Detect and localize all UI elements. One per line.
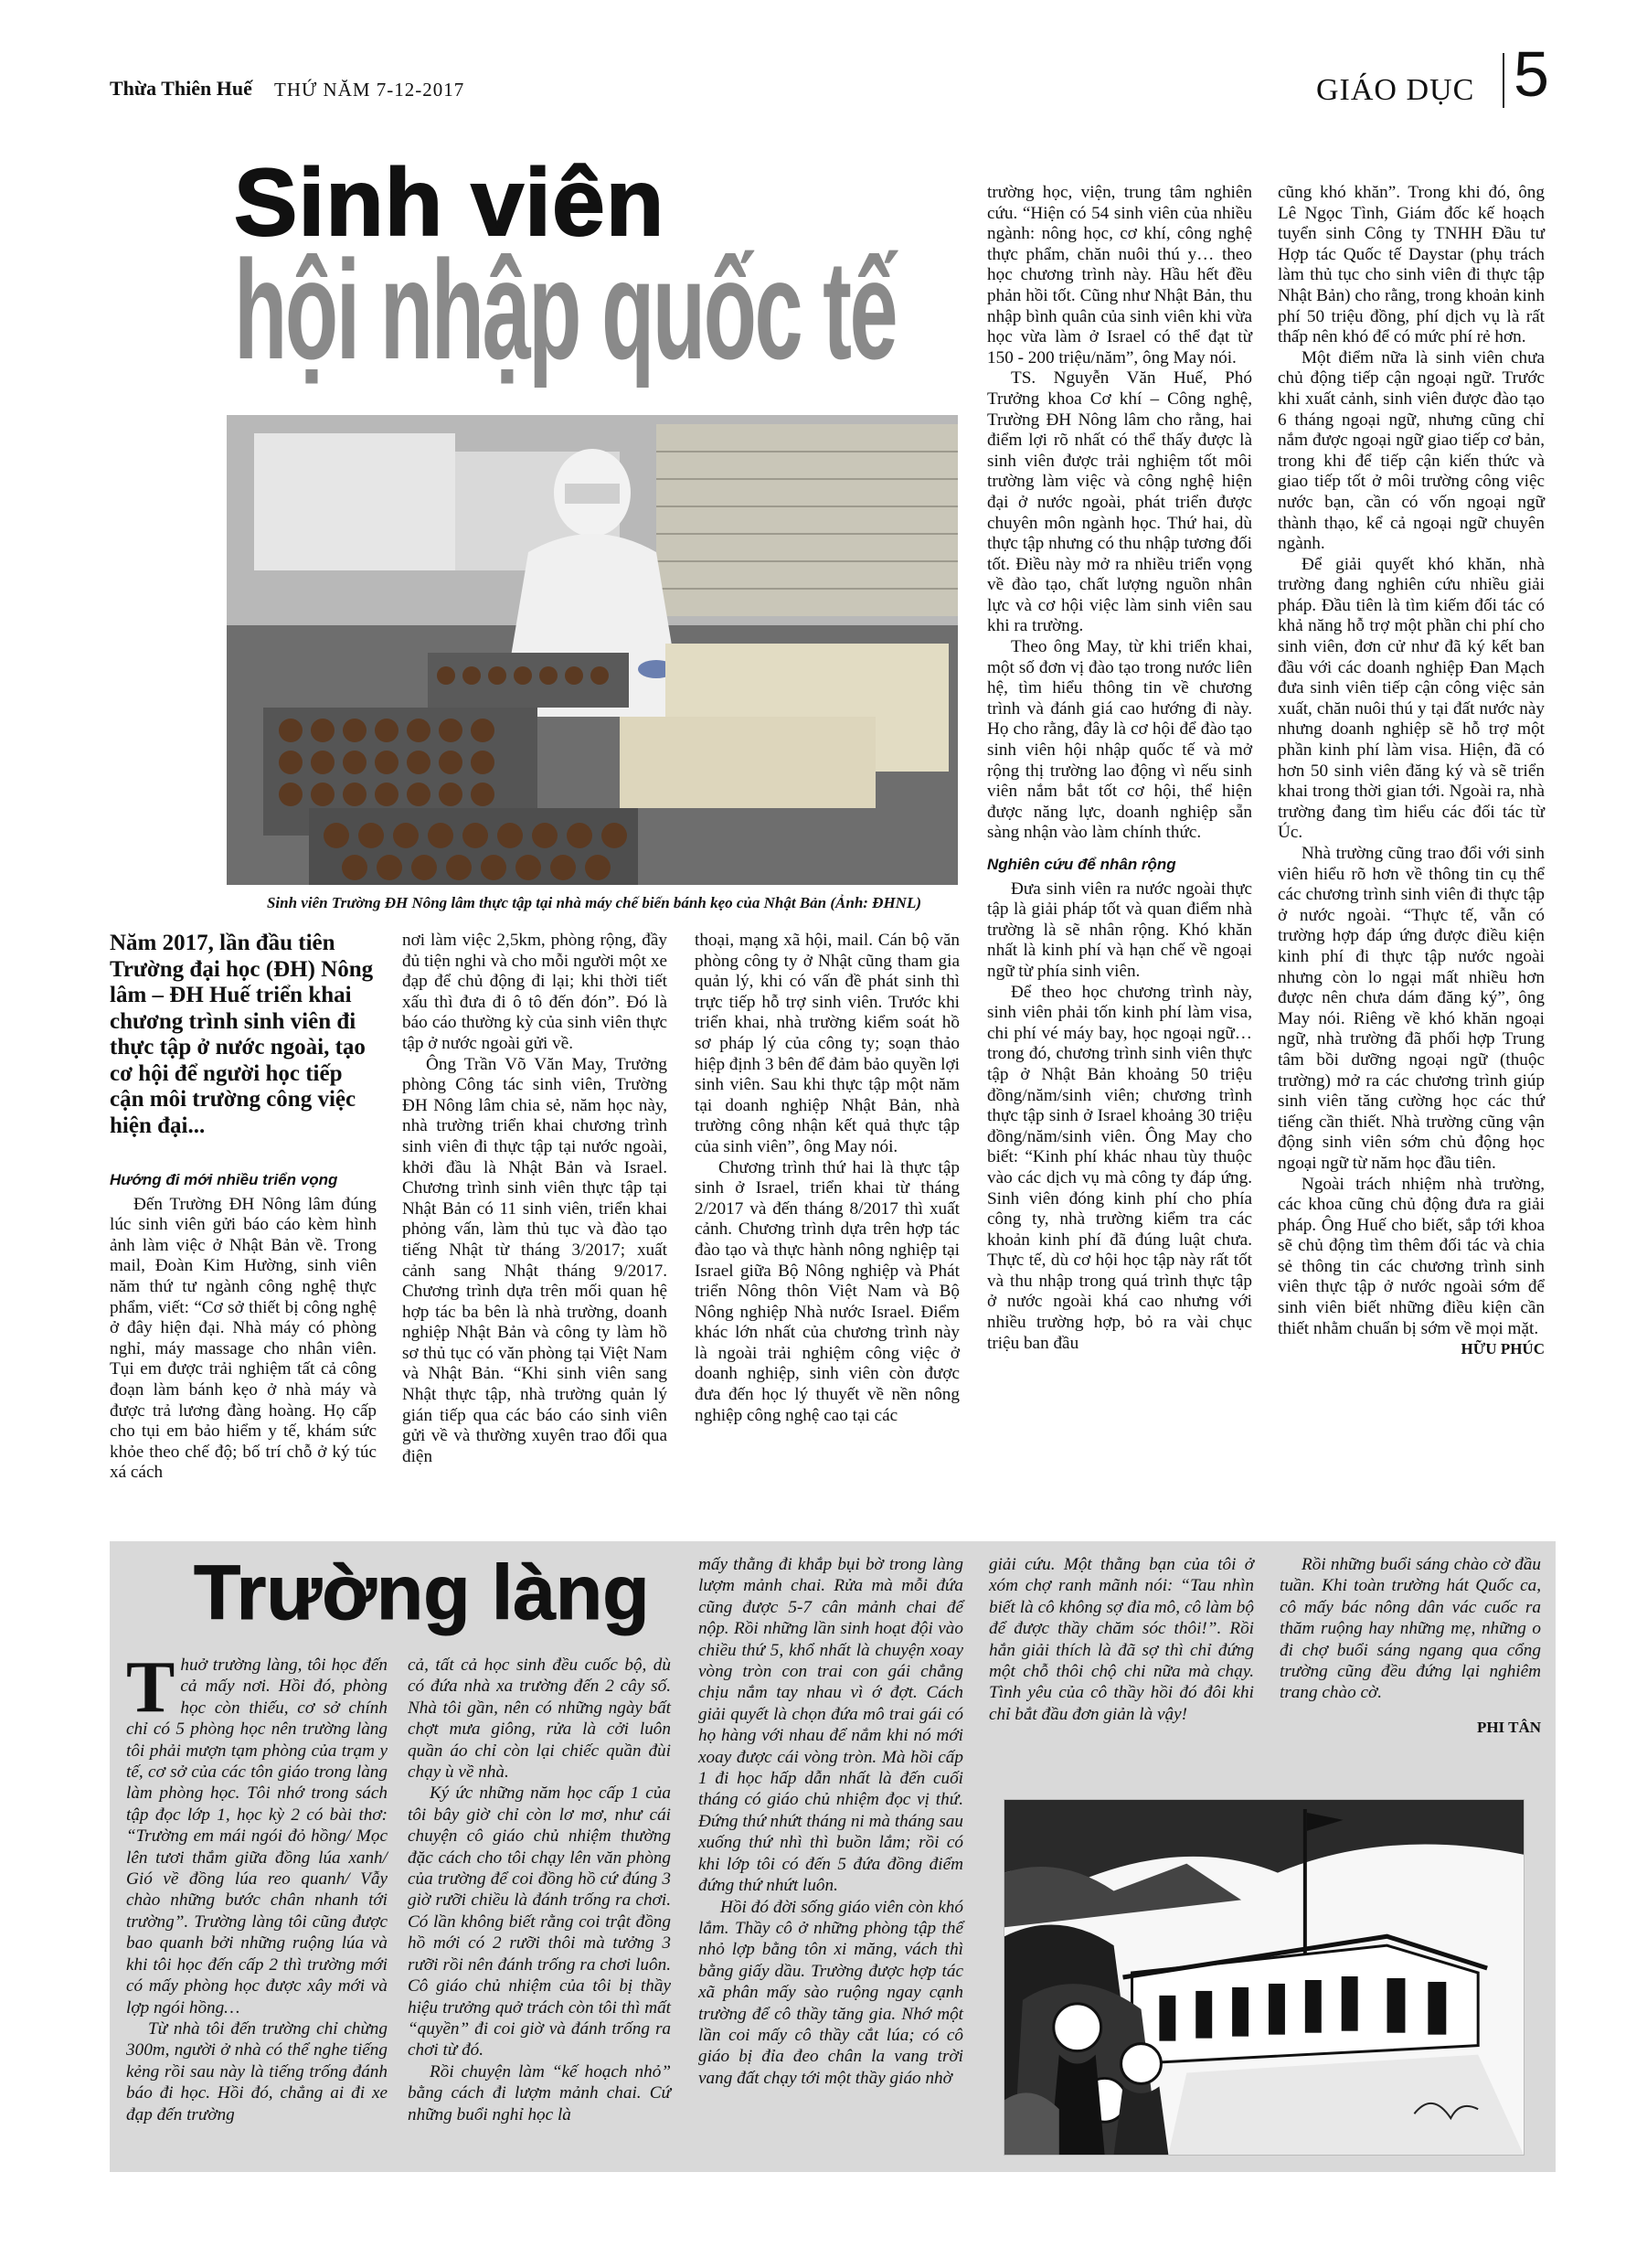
paragraph: Ông Trần Võ Văn May, Trưởng phòng Công tác sinh viên, Trường ĐH Nông lâm chia sẻ, năm học này, nhà trường triển khai chương trình sinh viên đi thực tập tại nước ngoài, khởi đầu là Nhật Bản và Israel. Chương trình sinh viên thực tập tại Nhật Bản có 11 sinh viên, triển khai phỏng vấn, làm thủ tục và đào tạo tiếng Nhật từ tháng 3/2017; xuất cảnh sang Nhật tháng 9/2017. Chương trình dựa trên mối quan hệ hợp tác ba bên là nhà trường, doanh nghiệp Nhật Bản và công ty làm hồ sơ thủ tục có văn phòng tại Việt Nam và Nhật Bản. “Khi sinh viên sang Nhật thực tập, nhà trường quản lý gián tiếp qua các báo cáo sinh viên gửi về và thường xuyên trao đổi qua điện — [402, 1054, 667, 1466]
school-sketch-illustration — [1004, 1799, 1525, 2156]
paragraph: Để theo học chương trình này, sinh viên phải tốn kinh phí làm visa, chi phí vé máy bay, học ngoại ngữ… trong đó, chương trình sinh viên thực tập ở Nhật Bản khoảng 50 triệu đồng/năm/sinh viên; chương trình thực tập sinh ở Israel khoảng 30 triệu đồng/năm/sinh viên. Ông May cho biết: “Kinh phí khác nhau tùy thuộc vào các dịch vụ mà công ty đáp ứng. Sinh viên đóng kinh phí cho phía công ty, nhà trường kiểm tra các khoản kinh phí đã đúng luật chưa. Thực tế, dù cơ hội học tập này rất tốt và thu nhập trong quá trình thực tập ở nước ngoài khá cao nhưng với nhiều trường hợp, bỏ ra vài chục triệu ban đầu — [987, 982, 1252, 1353]
article-column-2 — [402, 931, 667, 1467]
section-name: GIÁO DỤC — [1316, 73, 1475, 107]
paragraph: Hồi đó đời sống giáo viên còn khó lắm. Thầy cô ở những phòng tập thể nhỏ lợp bằng tôn xi măng, vách thì bằng giấy dầu. Trường được hợp tác xã phân mấy sào ruộng ngay cạnh trường để cô thầy tăng gia. Nhớ một lần coi mấy cô thầy cắt lúa; có cô giáo bị đỉa đeo chân la vang trời vang đất chạy tới một thầy giáo nhờ — [698, 1897, 963, 2088]
subhead-2: Nghiên cứu để nhân rộng — [987, 856, 1176, 873]
issue-date: THỨ NĂM 7-12-2017 — [274, 79, 465, 101]
paragraph: giải cứu. Một thằng bạn của tôi ở xóm chợ ranh mãnh nói: “Tau nhìn biết là cô không sợ đỉa mô, cô làm bộ để được thầy chăm sóc thôi!”. Rồi hắn giải thích là đã sợ thì chỉ đứng một chỗ thôi chộ chi nữa mà chạy. Tình yêu của cô thầy hồi đó đôi khi chỉ bắt đầu đơn giản là vậy! — [989, 1555, 1254, 1724]
article-title-line2: hội nhập quốc tế — [234, 231, 897, 389]
essay-column-4 — [989, 1554, 1254, 1725]
paragraph: mấy thằng đi khắp bụi bờ trong làng lượm mảnh chai. Rửa mà mỗi đứa cũng được 5-7 cân mảnh chai để nộp. Rồi những lần sinh hoạt đội vào chiều thứ 5, khổ nhất là chuyện xoay vòng tròn con trai con gái chẳng chịu nắm tay nhau vì ớ đợt. Cách giải quyết là chọn đứa mô trai gái có họ hàng với nhau để nắm khi nó mới xoay được cái vòng tròn. Mà hồi cấp 1 đi học hấp dẫn nhất là đến cuối tháng có giáo chủ nhiệm đọc vị thứ. Đứng thứ nhứt tháng ni mà tháng sau xuống thứ nhì thì buồn lắm; rồi có khi lớp tôi có đến 5 đứa đồng điểm đứng thứ nhứt luôn. — [698, 1555, 963, 1896]
header-divider — [1503, 53, 1504, 108]
paragraph: Chương trình thứ hai là thực tập sinh ở Israel, triển khai từ tháng 2/2017 và đến tháng 8/2017 thì xuất cảnh. Chương trình dựa trên hợp tác đào tạo và thực hành nông nghiệp tại Israel giữa Bộ Nông nghiệp và Phát triển Nông thôn Việt Nam và Bộ Nông nghiệp Nhà nước Israel. Điểm khác lớn nhất của chương trình này là ngoài trải nghiệm công việc ở doanh nghiệp, sinh viên còn được đưa đến học lý thuyết về nền nông nghiệp công nghệ cao tại các — [695, 1157, 960, 1425]
essay-column-3 — [698, 1554, 963, 2089]
paragraph: thoại, mạng xã hội, mail. Cán bộ văn phòng công ty ở Nhật cũng tham gia quản lý, khi có vấn đề phát sinh thì trực tiếp hỗ trợ sinh viên. Trước khi triển khai, nhà trường kiểm soát hồ sơ pháp lý của công ty; soạn thảo hiệp định 3 bên để đảm bảo quyền lợi sinh viên. Sau khi thực tập một năm tại doanh nghiệp Nhật Bản, nhà trường công nhận kết quả thực tập của sinh viên”, ông May nói. — [695, 931, 960, 1156]
article-column-4 — [987, 183, 1252, 1354]
paragraph: Ký ức những năm học cấp 1 của tôi bây giờ chỉ còn lơ mơ, như cái chuyện cô giáo chủ nhiệm thường đặc cách cho tôi chạy lên văn phòng của trường để coi đồng hồ cứ đúng 3 giờ rưỡi chiều là đánh trống ra chơi. Có lần không biết rằng coi trật đồng hồ mới có 2 rưỡi thôi mà tưởng 3 rưỡi rồi nên đánh trống ra chơi luôn. Cô giáo chủ nhiệm của tôi bị thầy hiệu trưởng quở trách còn tôi thì mất “quyền” đi coi giờ và đánh trống ra chơi từ đó. — [408, 1784, 671, 2060]
essay-byline: PHI TÂN — [1476, 1718, 1541, 1736]
factory-photo — [227, 415, 958, 885]
paragraph: nơi làm việc 2,5km, phòng rộng, đầy đủ tiện nghi và cho mỗi người một xe đạp để chủ động đi lại; khi thời tiết xấu thì đưa đi ô tô đến đón”. Đó là báo cáo thường kỳ của sinh viên thực tập ở nước ngoài gửi về. — [402, 931, 667, 1053]
newspaper-name: Thừa Thiên Huế — [110, 77, 252, 100]
paragraph: Từ nhà tôi đến trường chỉ chừng 300m, người ở nhà có thể nghe tiếng kẻng rồi sau này là tiếng trống đánh báo đi học. Hồi đó, chẳng ai đi xe đạp đến trường — [126, 2018, 388, 2124]
paragraph: trường học, viện, trung tâm nghiên cứu. “Hiện có 54 sinh viên của nhiều ngành: nông học, cơ khí, công nghệ thực phẩm, chăn nuôi thú y… theo học chương trình này. Hầu hết đều phản hồi tốt. Cũng như Nhật Bản, thu nhập bình quân của sinh viên khi vừa học vừa làm ở Israel có thể đạt từ 150 - 200 triệu/năm”, ông May nói. — [987, 183, 1252, 367]
subhead-1: Hướng đi mới nhiều triển vọng — [110, 1171, 338, 1188]
paragraph: Rồi chuyện làm “kế hoạch nhỏ” bằng cách đi lượm mảnh chai. Cứ những buổi nghỉ học là — [408, 2061, 671, 2124]
drop-cap: T — [126, 1647, 175, 1728]
paragraph: cả, tất cả học sinh đều cuốc bộ, dù có đứa nhà xa trường đến 2 cây số. Nhà tôi gần, nên có những ngày bất chợt mưa giông, rửa là cởi luôn quần áo chỉ còn lại chiếc quần đùi chạy ù về nhà. — [408, 1656, 671, 1783]
paragraph: Theo ông May, từ khi triển khai, một số đơn vị đào tạo trong nước liên hệ, tìm hiểu thông tin về chương trình và đánh giá cao hướng đi này. Họ cho rằng, đây là cơ hội để đào tạo sinh viên hội nhập quốc tế và mở rộng thị trường lao động vì nếu sinh viên nắm bắt tốt cơ hội, thể hiện được năng lực, doanh nghiệp sẵn sàng nhận vào làm chính thức. — [987, 637, 1252, 843]
essay-title: Trường làng — [194, 1549, 650, 1635]
article-lede: Năm 2017, lần đầu tiên Trường đại học (ĐH) Nông lâm – ĐH Huế triển khai chương trình sinh viên đi thực tập ở nước ngoài, tạo cơ hội để người học tiếp cận môi trường công việc hiện đại... — [110, 931, 374, 1138]
article-column-1 — [110, 931, 377, 1484]
essay-column-2 — [408, 1655, 671, 2125]
page-number: 5 — [1514, 38, 1549, 110]
paragraph: Rồi những buổi sáng chào cờ đầu tuần. Khi toàn trường hát Quốc ca, cô mấy bác nông dân vác cuốc ra thăm ruộng hay những mẹ, những o đi chợ buổi sáng ngang qua cổng trường cũng đều đứng lại nghiêm trang chào cờ. — [1280, 1555, 1541, 1703]
paragraph: Đưa sinh viên ra nước ngoài thực tập là giải pháp tốt và quan điểm nhà trường là sẽ nhân rộng. Khó khăn nhất là kinh phí và hạn chế về ngoại ngữ từ phía sinh viên. — [987, 878, 1252, 981]
article-title-line1: Sinh viên — [234, 150, 665, 256]
article-column-5 — [1278, 183, 1545, 1360]
article-column-3 — [695, 931, 960, 1426]
paragraph: Nhà trường cũng trao đổi với sinh viên hiểu rõ hơn về thông tin cụ thể các chương trình sinh viên đi thực tập ở nước ngoài. “Thực tế, vẫn có trường hợp đáp ứng được điều kiện kinh phí đi thực tập nước ngoài nhưng còn lo ngại mất nhiều hơn được nên chưa dám đăng ký”, ông May nói. Riêng về khó khăn ngoại ngữ, nhà trường đã phối hợp Trung tâm bồi dưỡng ngoại ngữ (thuộc trường) mở ra các chương trình giúp sinh viên tăng cường học các thứ tiếng cần thiết. Nhà trường cũng vận động sinh viên sớm chủ động học ngoại ngữ từ năm học đầu tiên. — [1278, 844, 1545, 1173]
essay-column-5 — [1280, 1554, 1541, 1738]
paragraph: Đến Trường ĐH Nông lâm đúng lúc sinh viên gửi báo cáo kèm hình ảnh làm việc ở Nhật Bản về. Trong mail, Đoàn Kim Hường, sinh viên năm thứ tư ngành công nghệ thực phẩm, viết: “Cơ sở thiết bị công nghệ ở đây hiện đại. Nhà máy có phòng nghỉ, máy massage cho nhân viên. Tụi em được trải nghiệm tất cả công đoạn làm bánh kẹo ở nhà máy và được trả lương đàng hoàng. Họ cấp cho tụi em bảo hiểm y tế, khám sức khỏe theo chế độ; bố trí chỗ ở ký túc xá cách — [110, 1194, 377, 1483]
essay-column-1 — [126, 1647, 388, 2125]
paragraph: Ngoài trách nhiệm nhà trường, các khoa cũng chủ động đưa ra giải pháp. Ông Huế cho biết, sắp tới khoa sẽ chủ động tìm thêm đối tác và chia sẻ thông tin các chương trình sinh viên thực tập ở nước ngoài sớm để sinh viên biết những điều kiện cần thiết nhằm chuẩn bị sớm về mọi mặt. — [1278, 1174, 1545, 1338]
article-byline: HỮU PHÚC — [1461, 1340, 1545, 1358]
paragraph: Một điểm nữa là sinh viên chưa chủ động tiếp cận ngoại ngữ. Trước khi xuất cảnh, sinh viên được đào tạo 6 tháng ngoại ngữ, nhưng cũng chỉ nắm được ngoại ngữ giao tiếp cơ bản, trong khi để tiếp cận kiến thức và giao tiếp tốt ở môi trường công việc nước bạn, cần có vốn ngoại ngữ thành thạo, kể cả ngoại ngữ chuyên ngành. — [1278, 347, 1545, 554]
paragraph: cũng khó khăn”. Trong khi đó, ông Lê Ngọc Tình, Giám đốc kế hoạch tuyển sinh Công ty TNHH Đầu tư Hợp tác Quốc tế Daystar (phụ trách làm thủ tục cho sinh viên đi thực tập Nhật Bản) cho rằng, trong khoản kinh phí 50 triệu đồng, phí dịch vụ là rất thấp nên khó để có mức phí rẻ hơn. — [1278, 183, 1545, 347]
paragraph: Để giải quyết khó khăn, nhà trường đang nghiên cứu nhiều giải pháp. Đầu tiên là tìm kiếm đối tác có khả năng hỗ trợ một phần chi phí cho sinh viên, đơn cử như đã ký kết ban đầu với các doanh nghiệp Đan Mạch đưa sinh viên tiếp cận công việc sản xuất, chăn nuôi thú y tại đất nước này nhưng doanh nghiệp sẽ hỗ trợ một phần kinh phí làm visa. Hiện, đã có hơn 50 sinh viên đăng ký và sẽ triển khai trong thời gian tới. Ngoài ra, nhà trường đang tìm hiểu các đối tác từ Úc. — [1278, 554, 1545, 843]
paragraph: Thuở trường làng, tôi học đến cả mấy nơi. Hồi đó, phòng học còn thiếu, cơ sở chính chỉ có 5 phòng học nên trường làng tôi phải mượn tạm phòng của trạm y tế, cơ sở của các tôn giáo trong làng làm phòng học. Tôi nhớ trong sách tập đọc lớp 1, học kỳ 2 có bài thơ: “Trường em mái ngói đỏ hồng/ Mọc lên tươi thắm giữa đồng lúa xanh/ Gió về đồng lúa reo quanh/ Vẫy chào những bước chân nhanh tới trường”. Trường làng tôi cũng được bao quanh bởi những ruộng lúa và khi tôi học đến cấp 2 thì trường mới có mấy phòng học được xây mới và lợp ngói hồng… — [126, 1647, 388, 2018]
paragraph: TS. Nguyễn Văn Huế, Phó Trưởng khoa Cơ khí – Công nghệ, Trường ĐH Nông lâm cho rằng, hai điểm lợi rõ nhất có thể thấy được là sinh viên được trải nghiệm tốt môi trường làm việc và công nghệ hiện đại ở nước ngoài, phát triển được chuyên môn ngành học. Thứ hai, dù thực tập nhưng có thu nhập tương đối tốt. Điều này mở ra nhiều triển vọng về đào tạo, chất lượng nguồn nhân lực và cơ hội việc làm sinh viên sau khi ra trường. — [987, 368, 1252, 636]
photo-caption: Sinh viên Trường ĐH Nông lâm thực tập tại nhà máy chế biến bánh kẹo của Nhật Bản (Ảnh: ĐHNL) — [266, 894, 922, 911]
